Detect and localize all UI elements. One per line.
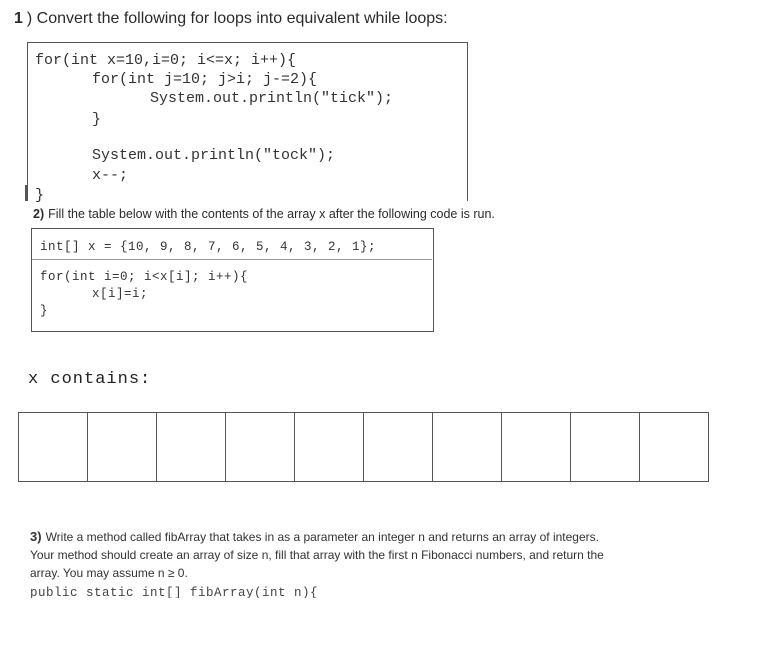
answer-cell[interactable]: [570, 412, 640, 482]
code-line: x--;: [92, 167, 129, 184]
question-1-title: [14, 10, 448, 28]
code-line: }: [35, 187, 45, 204]
code-line: for(int x=10,i=0; i<=x; i++){: [35, 52, 297, 69]
code-box-border: [25, 185, 27, 201]
code-line: }: [92, 111, 102, 128]
question-3-line-1: [30, 528, 760, 546]
method-signature: public static int[] fibArray(int n){: [30, 586, 319, 598]
contains-label: x contains:: [28, 370, 152, 389]
code-line: System.out.println("tick");: [150, 90, 394, 107]
question-3-number: 3): [30, 529, 42, 544]
code-line: }: [40, 304, 49, 318]
question-2-number: 2): [33, 207, 45, 221]
code-line: for(int j=10; j>i; j-=2){: [92, 71, 318, 88]
answer-cell[interactable]: [294, 412, 364, 482]
question-1-number: 1: [14, 10, 23, 27]
answer-cell[interactable]: [501, 412, 571, 482]
answer-cell[interactable]: [225, 412, 295, 482]
question-2-prompt: Fill the table below with the contents of the array x after the following code is run.: [48, 207, 495, 221]
answer-cell[interactable]: [18, 412, 88, 482]
divider: [32, 259, 432, 260]
answer-cell[interactable]: [87, 412, 157, 482]
answer-table: [18, 412, 709, 482]
question-3-line-1-text: Write a method called fibArray that takes in as a parameter an integer n and returns an array of integers.: [45, 530, 599, 544]
question-3-text: [30, 528, 760, 582]
answer-cell[interactable]: [639, 412, 709, 482]
answer-cell[interactable]: [156, 412, 226, 482]
code-line: x[i]=i;: [92, 287, 149, 301]
answer-cell[interactable]: [363, 412, 433, 482]
question-1-prompt: ) Convert the following for loops into equivalent while loops:: [26, 10, 448, 27]
question-3-line-2: Your method should create an array of size n, fill that array with the first n Fibonacci numbers, and return the: [30, 548, 604, 562]
code-line: int[] x = {10, 9, 8, 7, 6, 5, 4, 3, 2, 1};: [40, 240, 377, 254]
question-3-line-3: array. You may assume n ≥ 0.: [30, 566, 188, 580]
code-line: for(int i=0; i<x[i]; i++){: [40, 270, 249, 284]
code-line: System.out.println("tock");: [92, 147, 336, 164]
answer-cell[interactable]: [432, 412, 502, 482]
question-2-title: [33, 207, 495, 221]
